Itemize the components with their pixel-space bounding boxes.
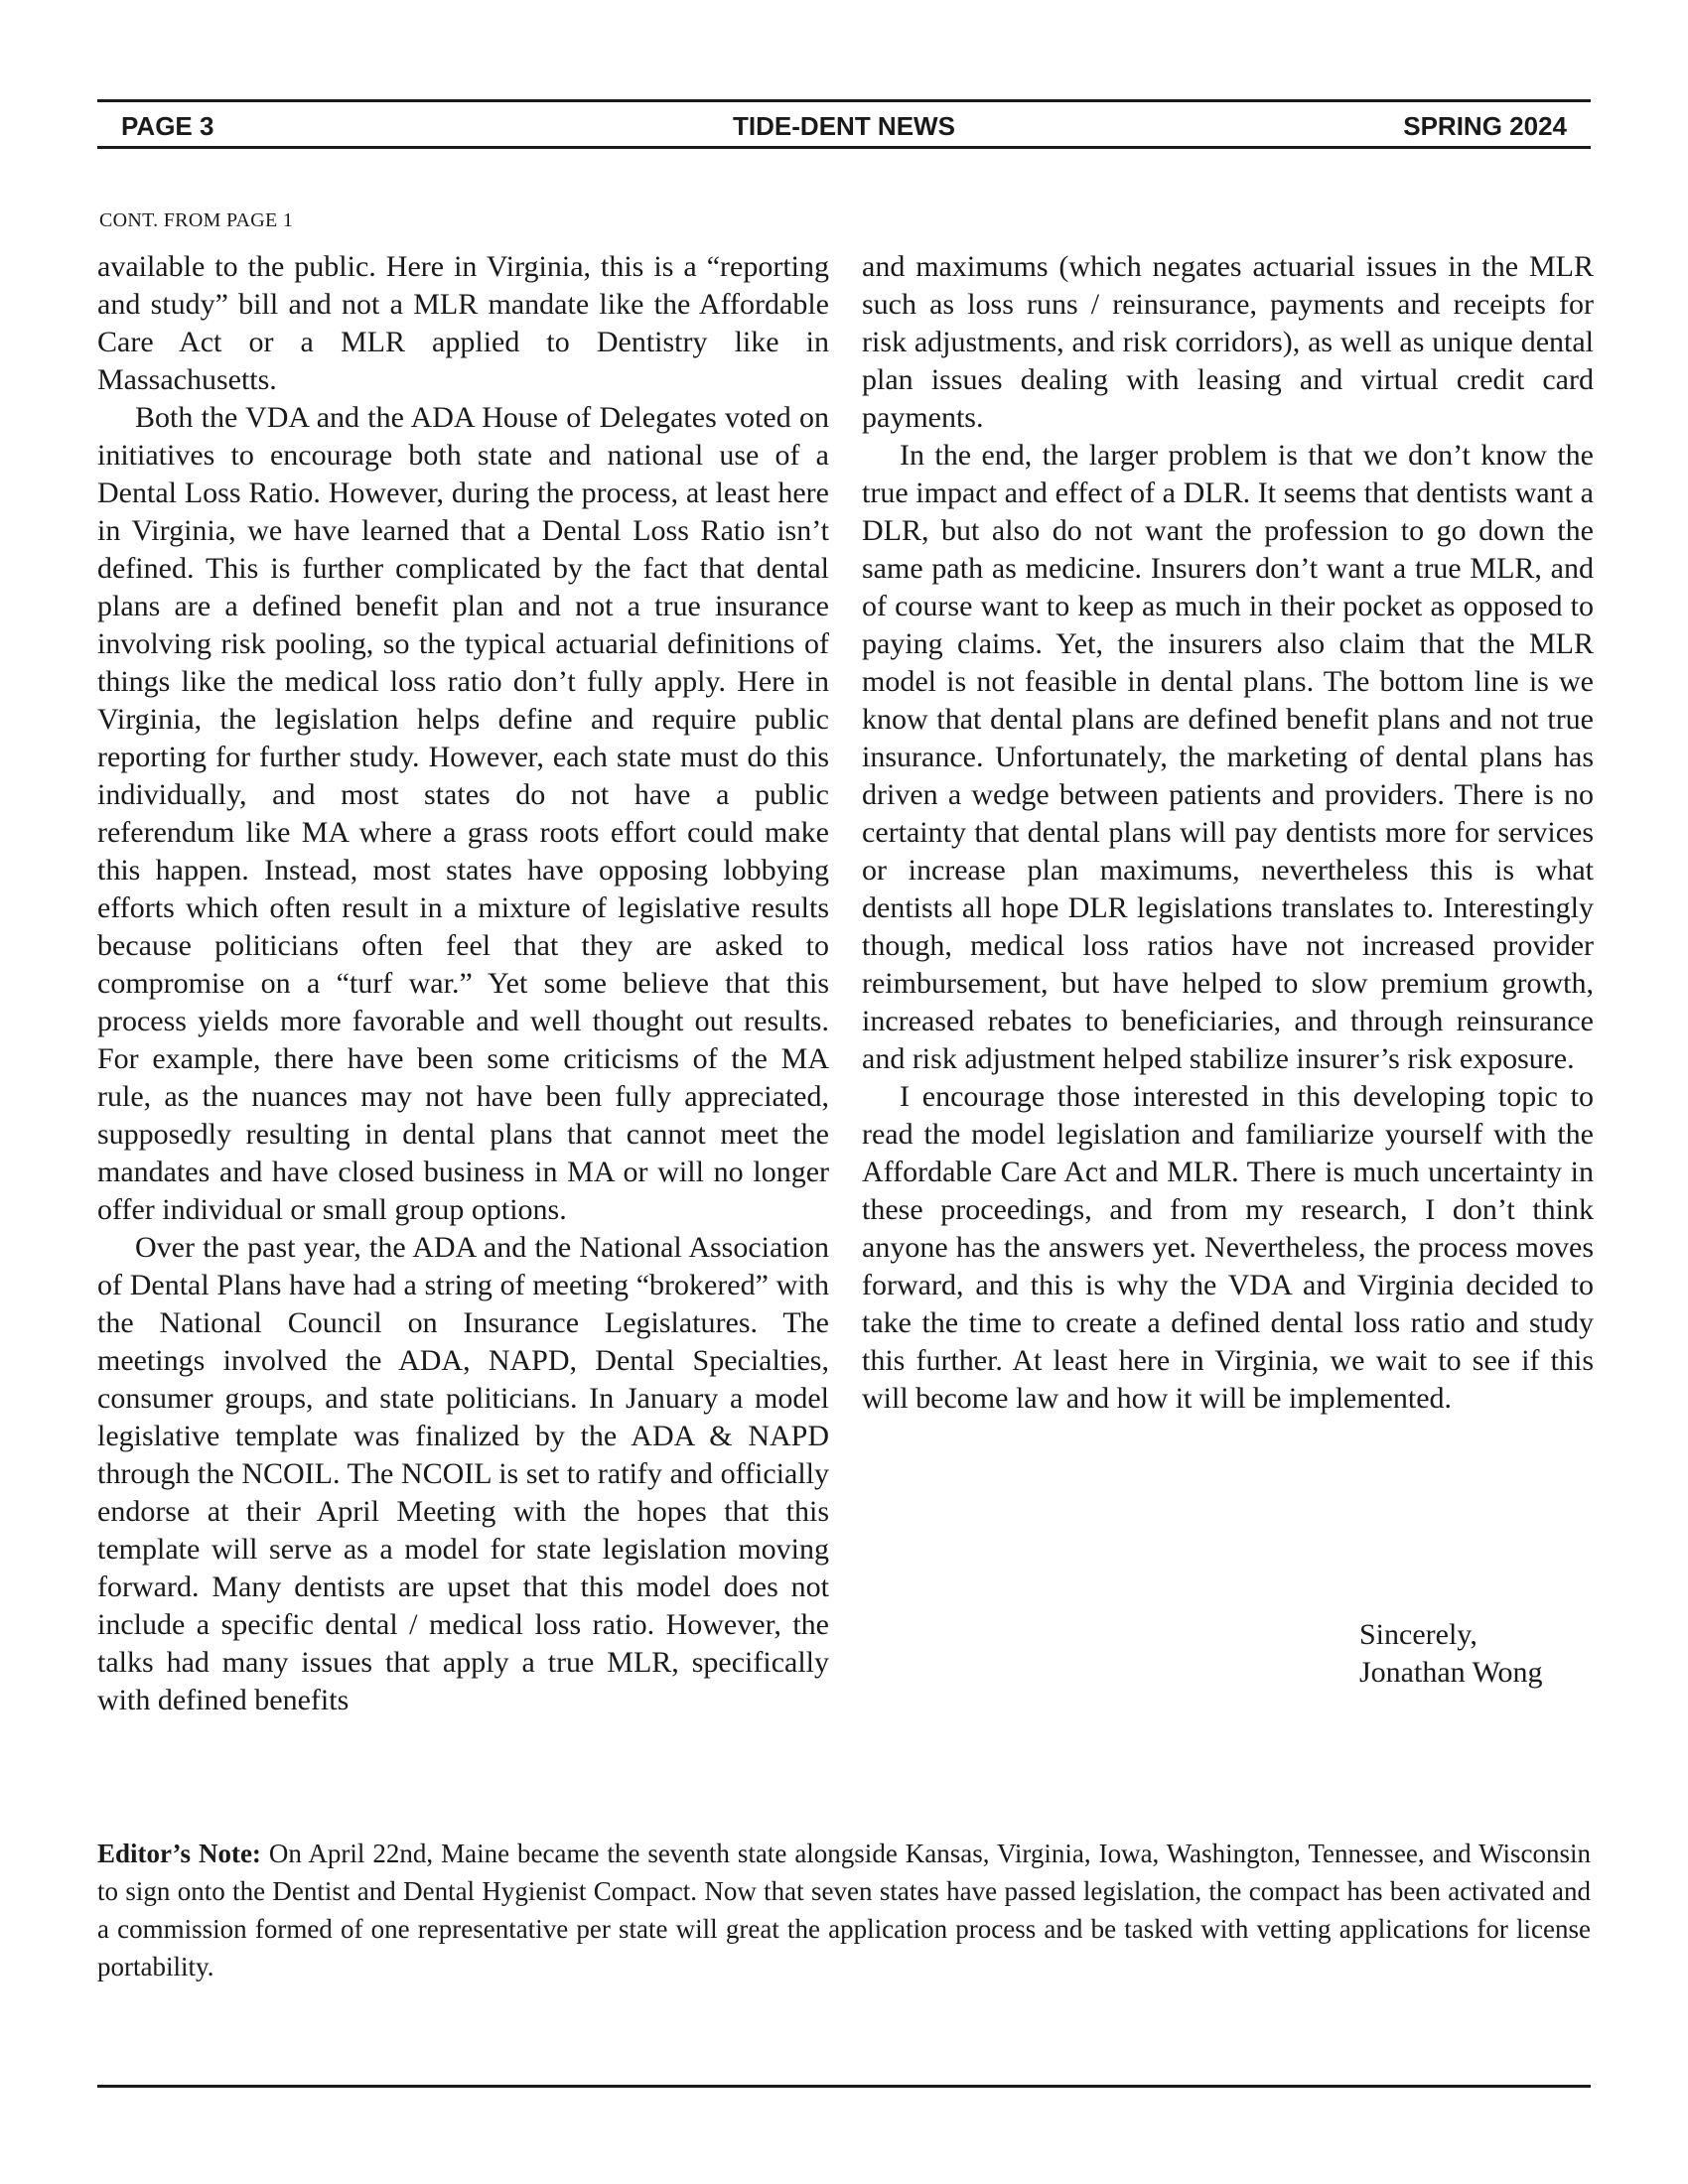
article-paragraph: Over the past year, the ADA and the National Association of Dental Plans have had a string of meeting “brokered” with the National Council on Insurance Legislatures. The meetings involved the ADA, NAPD, Dental Specialties, consumer groups, and state politicians. In January a model legislative template was finalized by the ADA & NAPD through the NCOIL. The NCOIL is set to ratify and officially endorse at their April Meeting with the hopes that this template will serve as a model for state legislation moving forward. Many dentists are upset that this model does not include a specific dental / medical loss ratio. However, the talks had many issues that apply a true MLR, specifically with defined benefits	[97, 1231, 829, 1716]
article-paragraph: I encourage those interested in this developing topic to read the model legislation and familiarize yourself with the Affordable Care Act and MLR. There is much uncertainty in these proceedings, and from my research, I don’t think anyone has the answers yet. Nevertheless, the process moves forward, and this is why the VDA and Virginia decided to take the time to create a defined dental loss ratio and study this further. At least here in Virginia, we wait to see if this will become law and how it will be implemented.	[862, 1080, 1594, 1415]
continuation-label: CONT. FROM PAGE 1	[99, 209, 294, 231]
editor-note-label: Editor’s Note:	[97, 1839, 261, 1868]
footer-divider	[97, 2085, 1591, 2088]
editor-note	[97, 1835, 1591, 1985]
article-paragraph: In the end, the larger problem is that we don’t know the true impact and effect of a DLR. It seems that dentists want a DLR, but also do not want the profession to go down the same path as medicine. Insurers don’t want a true MLR, and of course want to keep as much in their pocket as opposed to paying claims. Yet, the insurers also claim that the MLR model is not feasible in dental plans. The bottom line is we know that dental plans are defined benefit plans and not true insurance. Unfortunately, the marketing of dental plans has driven a wedge between patients and providers. There is no certainty that dental plans will pay dentists more for services or increase plan maximums, nevertheless this is what dentists all hope DLR legislations translates to. Interestingly though, medical loss ratios have not increased provider reimbursement, but have helped to slow premium growth, increased rebates to beneficiaries, and through reinsurance and risk adjustment helped stabilize insurer’s risk exposure.	[862, 439, 1594, 1075]
issue-date: SPRING 2024	[1403, 111, 1567, 141]
article-paragraph: Both the VDA and the ADA House of Delegates voted on initiatives to encourage both state and national use of a Dental Loss Ratio. However, during the process, at least here in Virginia, we have learned that a Dental Loss Ratio isn’t defined. This is further complicated by the fact that dental plans are a defined benefit plan and not a true insurance involving risk pooling, so the typical actuarial definitions of things like the medical loss ratio don’t fully apply. Here in Virginia, the legislation helps define and require public reporting for further study. However, each state must do this individually, and most states do not have a public referendum like MA where a grass roots effort could make this happen. Instead, most states have opposing lobbying efforts which often result in a mixture of legislative results because politicians often feel that they are asked to compromise on a “turf war.” Yet some believe that this process yields more favorable and well thought out results. For example, there have been some criticisms of the MA rule, as the nuances may not have been fully appreciated, supposedly resulting in dental plans that cannot meet the mandates and have closed business in MA or will no longer offer individual or small group options.	[97, 401, 829, 1226]
article-right-column	[862, 248, 1594, 1418]
page-header	[97, 99, 1591, 149]
page-number: PAGE 3	[121, 111, 214, 141]
signoff-closing: Sincerely,	[1359, 1618, 1477, 1651]
article-left-column	[97, 248, 829, 1719]
signoff	[1359, 1616, 1543, 1692]
article-paragraph: available to the public. Here in Virginia, this is a “reporting and study” bill and not a MLR mandate like the Affordable Care Act or a MLR applied to Dentistry like in Massachusetts.	[97, 250, 829, 396]
editor-note-text: On April 22nd, Maine became the seventh state alongside Kansas, Virginia, Iowa, Washington, Tennessee, and Wisconsin to sign onto the Dentist and Dental Hygienist Compact. Now that seven states have passed legislation, the compact has been activated and a commission formed of one representative per state will great the application process and be tasked with vetting applications for license portability.	[97, 1839, 1592, 1981]
signoff-author: Jonathan Wong	[1359, 1656, 1543, 1689]
article-paragraph: and maximums (which negates actuarial issues in the MLR such as loss runs / reinsurance, payments and receipts for risk adjustments, and risk corridors), as well as unique dental plan issues dealing with leasing and virtual credit card payments.	[862, 250, 1594, 434]
publication-title: TIDE-DENT NEWS	[733, 111, 955, 141]
